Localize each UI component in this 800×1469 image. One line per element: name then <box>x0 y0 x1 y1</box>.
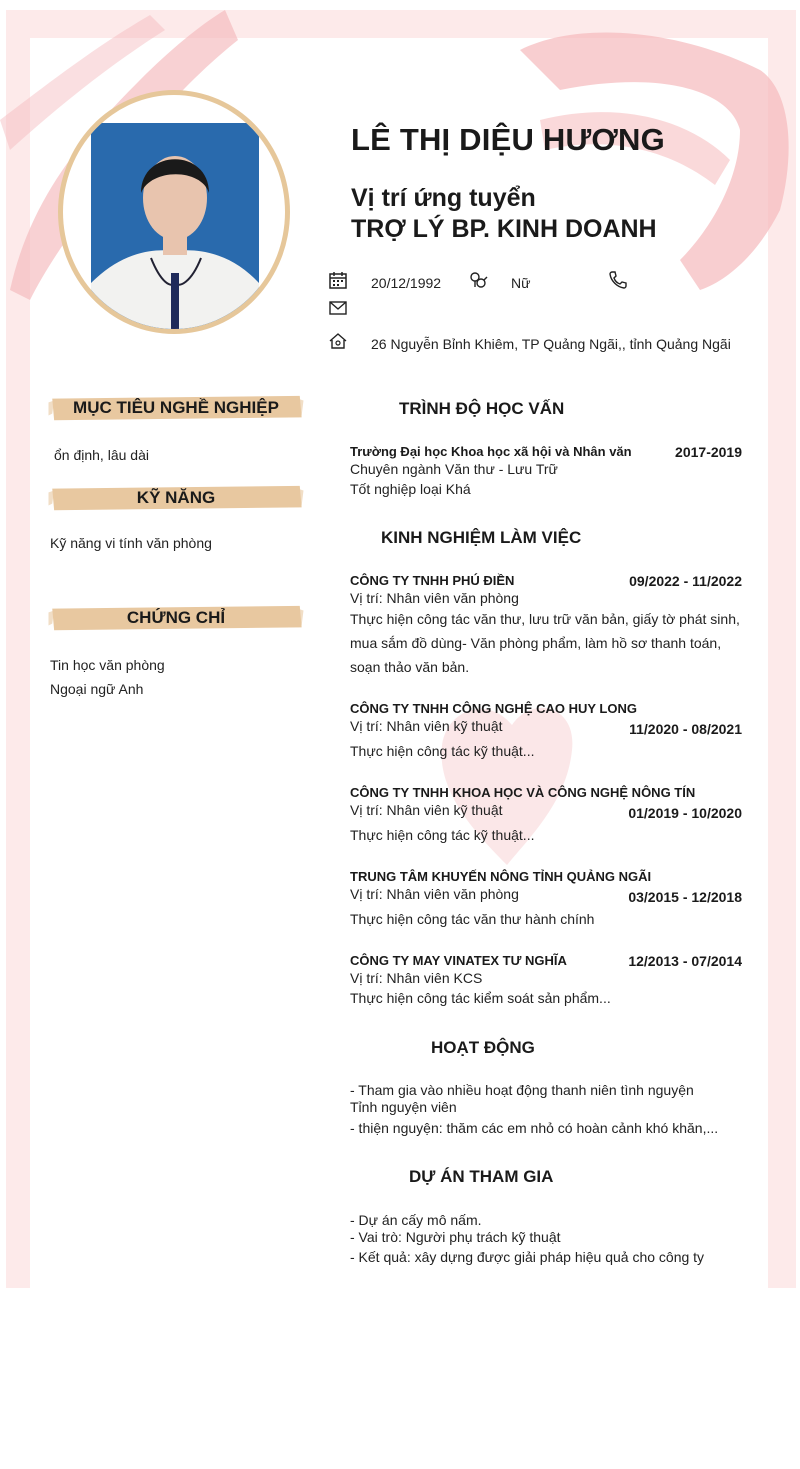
education-years: 2017-2019 <box>675 444 742 460</box>
project-line: - Dự án cấy mô nấm. <box>350 1212 482 1228</box>
mail-icon <box>328 298 348 318</box>
heart-watermark-decoration <box>432 690 582 870</box>
job-role: Vị trí: Nhân viên văn phòng <box>350 590 519 606</box>
job-dates: 03/2015 - 12/2018 <box>628 889 742 905</box>
certificate-item: Ngoại ngữ Anh <box>50 681 144 697</box>
address: 26 Nguyễn Bỉnh Khiêm, TP Quảng Ngãi,, tỉnh Quảng Ngãi <box>371 336 731 352</box>
profile-photo-frame <box>58 90 290 334</box>
activity-line: - thiện nguyện: thăm các em nhỏ có hoàn cảnh khó khăn,... <box>350 1120 719 1136</box>
experience-title: KINH NGHIỆM LÀM VIỆC <box>381 528 582 547</box>
job-company: TRUNG TÂM KHUYẾN NÔNG TỈNH QUẢNG NGÃI <box>350 869 652 884</box>
job-role: Vị trí: Nhân viên kỹ thuật <box>350 802 503 818</box>
job-dates: 09/2022 - 11/2022 <box>629 573 742 589</box>
activities-title: HOẠT ĐỘNG <box>431 1038 535 1057</box>
job-company: CÔNG TY TNHH PHÚ ĐIỀN <box>350 573 515 588</box>
project-line: - Kết quả: xây dựng được giải pháp hiệu quả cho công ty <box>350 1249 705 1265</box>
job-desc-line: Thực hiện công tác kỹ thuật... <box>350 827 535 843</box>
job-desc-line: Thực hiện công tác kiểm soát sản phẩm... <box>350 990 611 1006</box>
phone-icon <box>608 270 628 290</box>
projects-title: DỰ ÁN THAM GIA <box>409 1167 554 1186</box>
skills-title: KỸ NĂNG <box>136 488 216 507</box>
activity-line: Tỉnh nguyện viên <box>350 1099 457 1115</box>
job-company: CÔNG TY TNHH CÔNG NGHỆ CAO HUY LONG <box>350 701 637 716</box>
job-desc-line: Thực hiện công tác văn thư, lưu trữ văn bản, giấy tờ phát sinh, <box>350 611 740 627</box>
job-company: CÔNG TY MAY VINATEX TƯ NGHĨA <box>350 953 567 968</box>
objective-title: MỤC TIÊU NGHỀ NGHIỆP <box>73 398 279 417</box>
home-location-icon <box>328 331 348 351</box>
position-label: Vị trí ứng tuyển <box>351 184 536 212</box>
certificate-item: Tin học văn phòng <box>50 657 165 673</box>
job-desc-line: Thực hiện công tác kỹ thuật... <box>350 743 535 759</box>
job-desc-line: mua sắm đồ dùng- Văn phòng phẩm, làm hồ sơ thanh toán, <box>350 635 722 651</box>
activity-line: - Tham gia vào nhiều hoạt động thanh niên tình nguyện <box>350 1082 694 1098</box>
job-company: CÔNG TY TNHH KHOA HỌC VÀ CÔNG NGHỆ NÔNG TÍN <box>350 785 696 800</box>
job-dates: 11/2020 - 08/2021 <box>629 721 742 737</box>
education-school: Trường Đại học Khoa học xã hội và Nhân văn <box>350 444 632 459</box>
candidate-name: LÊ THỊ DIỆU HƯƠNG <box>351 122 665 157</box>
job-desc-line: Thực hiện công tác văn thư hành chính <box>350 911 595 927</box>
certificates-title: CHỨNG CHỈ <box>126 608 226 627</box>
job-role: Vị trí: Nhân viên KCS <box>350 970 483 986</box>
job-desc-line: soạn thảo văn bản. <box>350 659 470 675</box>
gender-icon <box>468 270 488 290</box>
education-major: Chuyên ngành Văn thư - Lưu Trữ <box>350 461 558 477</box>
education-result: Tốt nghiệp loại Khá <box>350 481 471 497</box>
birthdate: 20/12/1992 <box>371 275 442 291</box>
objective-text: ổn định, lâu dài <box>54 447 149 463</box>
job-dates: 12/2013 - 07/2014 <box>628 953 742 969</box>
job-role: Vị trí: Nhân viên văn phòng <box>350 886 519 902</box>
job-role: Vị trí: Nhân viên kỹ thuật <box>350 718 503 734</box>
skills-text: Kỹ năng vi tính văn phòng <box>50 535 212 551</box>
gender: Nữ <box>511 275 531 291</box>
position-title: TRỢ LÝ BP. KINH DOANH <box>351 215 657 243</box>
job-dates: 01/2019 - 10/2020 <box>628 805 742 821</box>
profile-photo <box>91 123 259 329</box>
project-line: - Vai trò: Người phụ trách kỹ thuật <box>350 1229 561 1245</box>
education-title: TRÌNH ĐỘ HỌC VẤN <box>399 399 565 418</box>
calendar-icon <box>328 270 348 290</box>
